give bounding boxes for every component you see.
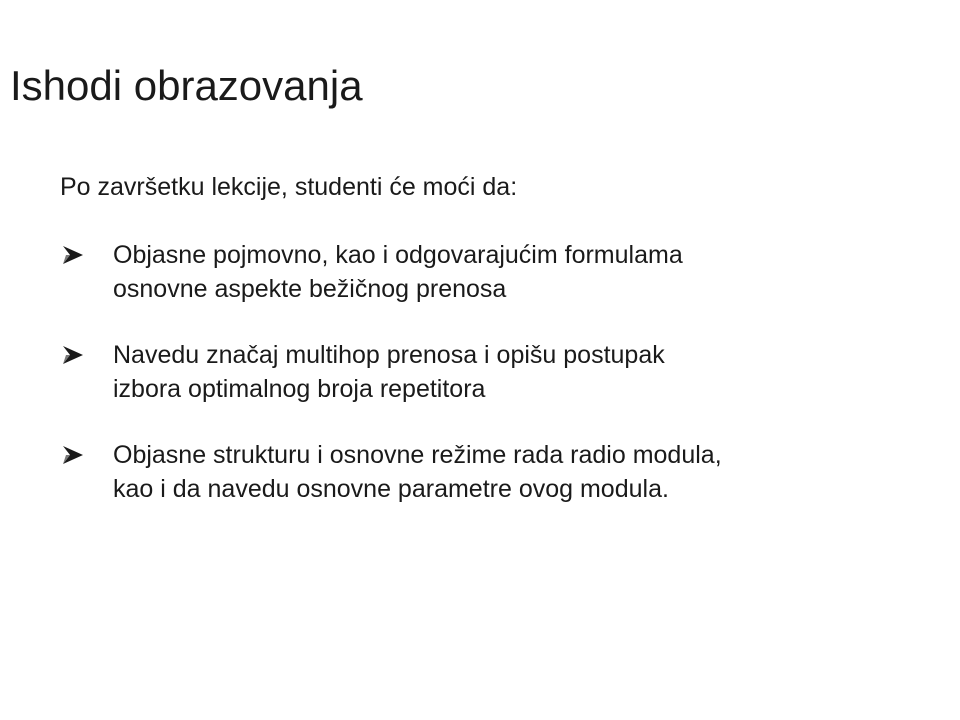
list-item-line-1: Navedu značaj multihop prenosa i opišu postupak: [113, 341, 665, 369]
outcomes-list: [60, 238, 930, 538]
arrow-bullet-icon: [62, 345, 84, 365]
list-item-line-2: izbora optimalnog broja repetitora: [113, 375, 486, 403]
list-item: [60, 238, 930, 306]
intro-text: Po završetku lekcije, studenti će moći da:: [60, 173, 518, 201]
list-item-line-2: osnovne aspekte bežičnog prenosa: [113, 275, 507, 303]
arrow-bullet-icon: [62, 445, 84, 465]
arrow-bullet-icon: [62, 245, 84, 265]
list-item-line-1: Objasne strukturu i osnovne režime rada radio modula,: [113, 441, 722, 469]
list-item: [60, 438, 930, 506]
slide-title: Ishodi obrazovanja: [10, 62, 363, 109]
list-item-line-1: Objasne pojmovno, kao i odgovarajućim formulama: [113, 241, 683, 269]
list-item-line-2: kao i da navedu osnovne parametre ovog modula.: [113, 475, 669, 503]
list-item: [60, 338, 930, 406]
